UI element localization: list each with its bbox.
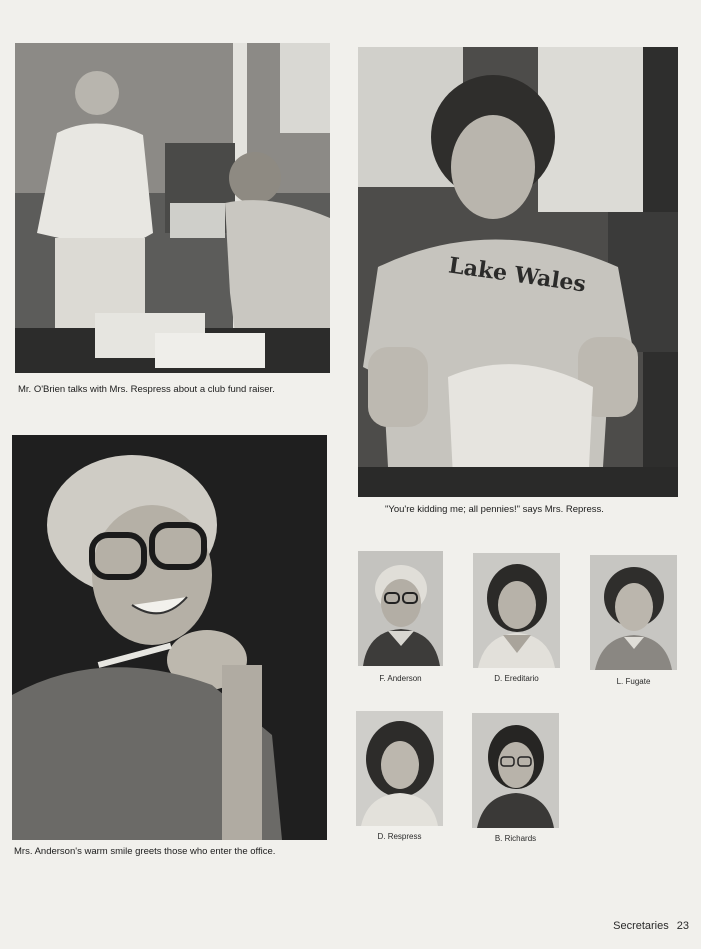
section-name: Secretaries — [613, 920, 669, 932]
page-folio — [613, 920, 689, 932]
portrait-d-ereditario — [473, 553, 560, 668]
pennies-caption: "You're kidding me; all pennies!" says Mrs. Repress. — [385, 504, 604, 515]
anderson-smile-photo — [12, 435, 327, 840]
pennies-photo — [358, 47, 678, 497]
office-talk-photo — [15, 43, 330, 373]
portrait-name: F. Anderson — [379, 674, 422, 683]
portrait-name: D. Respress — [377, 832, 422, 841]
portrait-d-respress — [356, 711, 443, 826]
shirt-lettering: Lake Wales — [446, 252, 588, 298]
page-number: 23 — [676, 920, 689, 932]
portrait-name: D. Ereditario — [494, 674, 539, 683]
portrait-l-fugate — [590, 555, 677, 670]
office-talk-caption: Mr. O'Brien talks with Mrs. Respress about a club fund raiser. — [18, 384, 275, 395]
portrait-b-richards — [472, 713, 559, 828]
anderson-smile-caption: Mrs. Anderson's warm smile greets those who enter the office. — [14, 846, 276, 857]
portrait-name: L. Fugate — [616, 677, 651, 686]
portrait-f-anderson — [358, 551, 443, 666]
portrait-name: B. Richards — [494, 834, 537, 843]
